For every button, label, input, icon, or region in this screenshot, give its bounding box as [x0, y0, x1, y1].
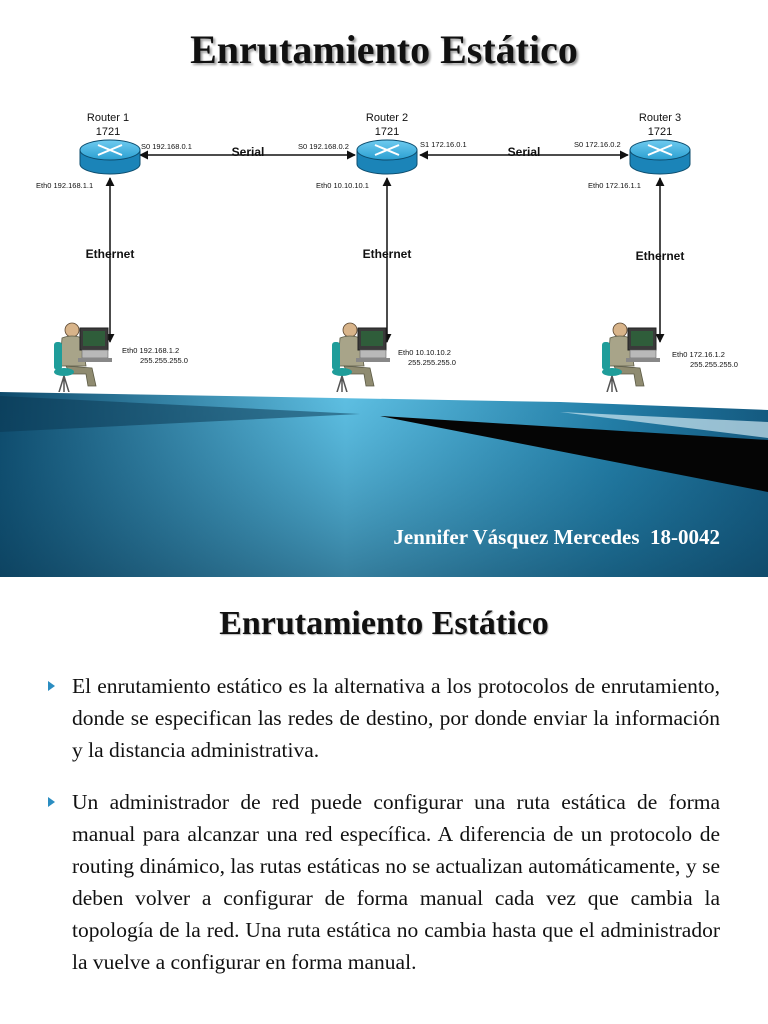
router-3-model: 1721 — [647, 126, 673, 138]
router-icon — [630, 140, 690, 174]
host-2-mask: 255.255.255.0 — [408, 358, 456, 367]
ethernet-label: Ethernet — [362, 247, 412, 261]
slide-2-title: Enrutamiento Estático — [219, 605, 549, 642]
bullet-item — [48, 786, 720, 978]
router-eth-interface-label: Eth0 192.168.1.1 — [36, 181, 94, 190]
host-2-ip: Eth0 10.10.10.2 — [398, 348, 451, 357]
router-2-name: Router 2 — [365, 112, 409, 124]
router-1-name: Router 1 — [86, 112, 130, 124]
serial-interface-label: S0 172.16.0.2 — [574, 140, 621, 149]
serial-link-1-label: Serial — [231, 145, 265, 159]
serial-interface-label: S0 192.168.0.1 — [141, 142, 192, 151]
triangle-bullet-icon — [48, 681, 55, 691]
host-1-ip: Eth0 192.168.1.2 — [122, 346, 180, 355]
ethernet-label: Ethernet — [85, 247, 135, 261]
triangle-bullet-icon — [48, 797, 55, 807]
bullet-item — [48, 670, 720, 766]
router-eth-interface-label: Eth0 172.16.1.1 — [588, 181, 641, 190]
host-1-mask: 255.255.255.0 — [140, 356, 188, 365]
router-icon — [357, 140, 417, 174]
router-3-name: Router 3 — [638, 112, 682, 124]
bullet-list — [48, 670, 720, 998]
ethernet-label: Ethernet — [635, 249, 685, 263]
host-3-mask: 255.255.255.0 — [690, 360, 738, 369]
router-eth-interface-label: Eth0 10.10.10.1 — [316, 181, 369, 190]
serial-interface-label: S1 172.16.0.1 — [420, 140, 467, 149]
router-1-model: 1721 — [95, 126, 121, 138]
bullet-text: Un administrador de red puede configurar una ruta estática de forma manual para alcanzar una red específica. A diferencia de un protocolo de routing dinámico, las rutas estáticas no se actualizan automáticamente, y se deben volver a configurar de forma manual cada vez que cambia la topología de la red. Una ruta estática no cambia hasta que el administrador la vuelve a configurar en forma manual. — [72, 790, 720, 974]
router-icon — [80, 140, 140, 174]
serial-interface-label: S0 192.168.0.2 — [298, 142, 349, 151]
slide-2 — [0, 583, 768, 1024]
router-2-model: 1721 — [374, 126, 400, 138]
network-diagram — [0, 100, 768, 410]
serial-link-2-label: Serial — [507, 145, 541, 159]
slide-1-title: Enrutamiento Estático — [190, 27, 578, 72]
bullet-text: El enrutamiento estático es la alternativa a los protocolos de enrutamiento, donde se especifican las redes de destino, por donde enviar la información y la distancia administrativa. — [72, 674, 720, 762]
author-name: Jennifer Vásquez Mercedes 18-0042 — [393, 525, 720, 549]
host-3-ip: Eth0 172.16.1.2 — [672, 350, 725, 359]
